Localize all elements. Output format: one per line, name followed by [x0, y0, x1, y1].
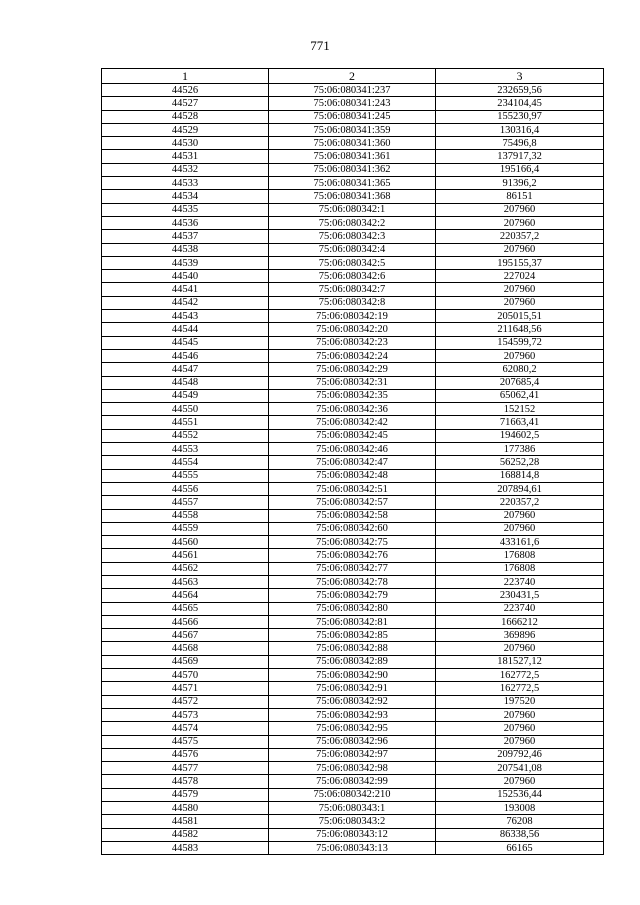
- value: 65062,41: [436, 389, 604, 402]
- row-number: 44569: [102, 655, 269, 668]
- cadastral-number: 75:06:080343:1: [269, 802, 436, 815]
- table-row: [102, 722, 604, 735]
- value: 152536,44: [436, 788, 604, 801]
- value: 207960: [436, 735, 604, 748]
- table-row: [102, 256, 604, 269]
- table-row: [102, 549, 604, 562]
- row-number: 44579: [102, 788, 269, 801]
- cadastral-number: 75:06:080342:95: [269, 722, 436, 735]
- row-number: 44554: [102, 456, 269, 469]
- cadastral-number: 75:06:080342:23: [269, 336, 436, 349]
- cadastral-number: 75:06:080342:210: [269, 788, 436, 801]
- row-number: 44570: [102, 669, 269, 682]
- value: 207960: [436, 296, 604, 309]
- value: 223740: [436, 602, 604, 615]
- row-number: 44551: [102, 416, 269, 429]
- value: 75496,8: [436, 137, 604, 150]
- table-row: [102, 163, 604, 176]
- cadastral-number: 75:06:080341:362: [269, 163, 436, 176]
- row-number: 44537: [102, 230, 269, 243]
- row-number: 44575: [102, 735, 269, 748]
- table-row: [102, 788, 604, 801]
- cadastral-number: 75:06:080342:51: [269, 482, 436, 495]
- value: 207960: [436, 708, 604, 721]
- cadastral-number: 75:06:080342:77: [269, 562, 436, 575]
- value: 207960: [436, 349, 604, 362]
- table-row: [102, 496, 604, 509]
- cadastral-number: 75:06:080342:93: [269, 708, 436, 721]
- value: 220357,2: [436, 230, 604, 243]
- cadastral-number: 75:06:080342:47: [269, 456, 436, 469]
- table-row: [102, 469, 604, 482]
- cadastral-number: 75:06:080342:48: [269, 469, 436, 482]
- value: 152152: [436, 403, 604, 416]
- row-number: 44564: [102, 589, 269, 602]
- cadastral-number: 75:06:080342:19: [269, 310, 436, 323]
- row-number: 44530: [102, 137, 269, 150]
- cadastral-number: 75:06:080342:85: [269, 629, 436, 642]
- value: 76208: [436, 815, 604, 828]
- table-row: [102, 536, 604, 549]
- row-number: 44546: [102, 349, 269, 362]
- cadastral-number: 75:06:080342:60: [269, 522, 436, 535]
- cadastral-number: 75:06:080342:90: [269, 669, 436, 682]
- cadastral-number: 75:06:080342:1: [269, 203, 436, 216]
- table-row: [102, 735, 604, 748]
- value: 207960: [436, 722, 604, 735]
- cadastral-number: 75:06:080342:2: [269, 216, 436, 229]
- table-row: [102, 150, 604, 163]
- row-number: 44547: [102, 363, 269, 376]
- cadastral-number: 75:06:080342:80: [269, 602, 436, 615]
- table-row: [102, 682, 604, 695]
- value: 369896: [436, 629, 604, 642]
- cadastral-number: 75:06:080342:57: [269, 496, 436, 509]
- value: 137917,32: [436, 150, 604, 163]
- cadastral-number: 75:06:080342:7: [269, 283, 436, 296]
- row-number: 44559: [102, 522, 269, 535]
- row-number: 44571: [102, 682, 269, 695]
- value: 86151: [436, 190, 604, 203]
- cadastral-number: 75:06:080341:359: [269, 123, 436, 136]
- row-number: 44583: [102, 841, 269, 854]
- cadastral-number: 75:06:080342:46: [269, 443, 436, 456]
- cadastral-number: 75:06:080342:24: [269, 349, 436, 362]
- cadastral-number: 75:06:080342:79: [269, 589, 436, 602]
- table-row: [102, 230, 604, 243]
- table-row: [102, 562, 604, 575]
- value: 207685,4: [436, 376, 604, 389]
- cadastral-number: 75:06:080342:89: [269, 655, 436, 668]
- value: 211648,56: [436, 323, 604, 336]
- cadastral-number: 75:06:080342:36: [269, 403, 436, 416]
- column-header-2: 2: [269, 69, 436, 84]
- row-number: 44561: [102, 549, 269, 562]
- row-number: 44567: [102, 629, 269, 642]
- cadastral-number: 75:06:080342:91: [269, 682, 436, 695]
- cadastral-number: 75:06:080342:97: [269, 748, 436, 761]
- table-row: [102, 243, 604, 256]
- value: 230431,5: [436, 589, 604, 602]
- table-row: [102, 283, 604, 296]
- row-number: 44578: [102, 775, 269, 788]
- table-row: [102, 841, 604, 854]
- row-number: 44563: [102, 575, 269, 588]
- column-header-3: 3: [436, 69, 604, 84]
- table-row: [102, 403, 604, 416]
- value: 205015,51: [436, 310, 604, 323]
- table-row: [102, 815, 604, 828]
- value: 223740: [436, 575, 604, 588]
- table-row: [102, 456, 604, 469]
- row-number: 44532: [102, 163, 269, 176]
- cadastral-number: 75:06:080341:245: [269, 110, 436, 123]
- value: 155230,97: [436, 110, 604, 123]
- table-row: [102, 615, 604, 628]
- value: 66165: [436, 841, 604, 854]
- cadastral-table: [101, 68, 604, 855]
- table-row: [102, 389, 604, 402]
- value: 193008: [436, 802, 604, 815]
- row-number: 44548: [102, 376, 269, 389]
- table-row: [102, 655, 604, 668]
- table-row: [102, 190, 604, 203]
- table-row: [102, 296, 604, 309]
- cadastral-number: 75:06:080342:58: [269, 509, 436, 522]
- row-number: 44539: [102, 256, 269, 269]
- value: 207960: [436, 243, 604, 256]
- cadastral-number: 75:06:080342:42: [269, 416, 436, 429]
- value: 207960: [436, 283, 604, 296]
- table-row: [102, 123, 604, 136]
- table-row: [102, 482, 604, 495]
- row-number: 44538: [102, 243, 269, 256]
- table-row: [102, 762, 604, 775]
- cadastral-number: 75:06:080341:368: [269, 190, 436, 203]
- row-number: 44582: [102, 828, 269, 841]
- cadastral-number: 75:06:080341:237: [269, 84, 436, 97]
- cadastral-number: 75:06:080342:8: [269, 296, 436, 309]
- page-number: 771: [310, 38, 330, 53]
- row-number: 44576: [102, 748, 269, 761]
- row-number: 44543: [102, 310, 269, 323]
- row-number: 44577: [102, 762, 269, 775]
- value: 168814,8: [436, 469, 604, 482]
- row-number: 44573: [102, 708, 269, 721]
- cadastral-number: 75:06:080342:5: [269, 256, 436, 269]
- row-number: 44544: [102, 323, 269, 336]
- row-number: 44574: [102, 722, 269, 735]
- row-number: 44568: [102, 642, 269, 655]
- table-row: [102, 323, 604, 336]
- row-number: 44572: [102, 695, 269, 708]
- table-row: [102, 589, 604, 602]
- table-row: [102, 363, 604, 376]
- cadastral-number: 75:06:080342:88: [269, 642, 436, 655]
- table-row: [102, 828, 604, 841]
- row-number: 44581: [102, 815, 269, 828]
- value: 207960: [436, 642, 604, 655]
- cadastral-number: 75:06:080342:78: [269, 575, 436, 588]
- row-number: 44550: [102, 403, 269, 416]
- table-row: [102, 110, 604, 123]
- value: 207960: [436, 522, 604, 535]
- table-row: [102, 349, 604, 362]
- row-number: 44531: [102, 150, 269, 163]
- table-row: [102, 203, 604, 216]
- row-number: 44560: [102, 536, 269, 549]
- cadastral-number: 75:06:080342:45: [269, 429, 436, 442]
- cadastral-number: 75:06:080341:360: [269, 137, 436, 150]
- table-row: [102, 216, 604, 229]
- row-number: 44534: [102, 190, 269, 203]
- table-row: [102, 748, 604, 761]
- value: 162772,5: [436, 682, 604, 695]
- cadastral-number: 75:06:080342:29: [269, 363, 436, 376]
- value: 86338,56: [436, 828, 604, 841]
- table-row: [102, 708, 604, 721]
- row-number: 44541: [102, 283, 269, 296]
- table-row: [102, 429, 604, 442]
- cadastral-number: 75:06:080342:92: [269, 695, 436, 708]
- table-row: [102, 695, 604, 708]
- value: 176808: [436, 549, 604, 562]
- cadastral-number: 75:06:080342:99: [269, 775, 436, 788]
- row-number: 44558: [102, 509, 269, 522]
- cadastral-number: 75:06:080342:4: [269, 243, 436, 256]
- value: 130316,4: [436, 123, 604, 136]
- value: 207960: [436, 509, 604, 522]
- value: 71663,41: [436, 416, 604, 429]
- cadastral-number: 75:06:080342:76: [269, 549, 436, 562]
- value: 220357,2: [436, 496, 604, 509]
- table-row: [102, 775, 604, 788]
- row-number: 44555: [102, 469, 269, 482]
- table-row: [102, 629, 604, 642]
- value: 207894,61: [436, 482, 604, 495]
- cadastral-number: 75:06:080342:31: [269, 376, 436, 389]
- value: 176808: [436, 562, 604, 575]
- cadastral-number: 75:06:080342:6: [269, 270, 436, 283]
- table-row: [102, 575, 604, 588]
- value: 227024: [436, 270, 604, 283]
- table-row: [102, 310, 604, 323]
- table-row: [102, 84, 604, 97]
- row-number: 44553: [102, 443, 269, 456]
- column-header-1: 1: [102, 69, 269, 84]
- value: 209792,46: [436, 748, 604, 761]
- value: 177386: [436, 443, 604, 456]
- value: 1666212: [436, 615, 604, 628]
- row-number: 44565: [102, 602, 269, 615]
- value: 154599,72: [436, 336, 604, 349]
- value: 207541,08: [436, 762, 604, 775]
- value: 195155,37: [436, 256, 604, 269]
- table-row: [102, 509, 604, 522]
- row-number: 44527: [102, 97, 269, 110]
- cadastral-number: 75:06:080341:365: [269, 177, 436, 190]
- row-number: 44528: [102, 110, 269, 123]
- value: 197520: [436, 695, 604, 708]
- value: 162772,5: [436, 669, 604, 682]
- value: 207960: [436, 775, 604, 788]
- row-number: 44557: [102, 496, 269, 509]
- cadastral-number: 75:06:080341:361: [269, 150, 436, 163]
- row-number: 44540: [102, 270, 269, 283]
- row-number: 44535: [102, 203, 269, 216]
- table-row: [102, 177, 604, 190]
- row-number: 44533: [102, 177, 269, 190]
- table-row: [102, 602, 604, 615]
- cadastral-number: 75:06:080343:13: [269, 841, 436, 854]
- cadastral-number: 75:06:080342:20: [269, 323, 436, 336]
- row-number: 44552: [102, 429, 269, 442]
- table-row: [102, 669, 604, 682]
- header-row: [102, 69, 604, 84]
- value: 56252,28: [436, 456, 604, 469]
- cadastral-number: 75:06:080342:81: [269, 615, 436, 628]
- cadastral-number: 75:06:080341:243: [269, 97, 436, 110]
- row-number: 44526: [102, 84, 269, 97]
- row-number: 44562: [102, 562, 269, 575]
- row-number: 44556: [102, 482, 269, 495]
- value: 181527,12: [436, 655, 604, 668]
- row-number: 44529: [102, 123, 269, 136]
- cadastral-number: 75:06:080342:35: [269, 389, 436, 402]
- value: 234104,45: [436, 97, 604, 110]
- row-number: 44549: [102, 389, 269, 402]
- value: 91396,2: [436, 177, 604, 190]
- value: 207960: [436, 216, 604, 229]
- cadastral-number: 75:06:080342:75: [269, 536, 436, 549]
- table-row: [102, 336, 604, 349]
- table-row: [102, 97, 604, 110]
- value: 207960: [436, 203, 604, 216]
- table-row: [102, 376, 604, 389]
- table-row: [102, 443, 604, 456]
- table-row: [102, 642, 604, 655]
- cadastral-number: 75:06:080342:3: [269, 230, 436, 243]
- value: 433161,6: [436, 536, 604, 549]
- cadastral-number: 75:06:080342:96: [269, 735, 436, 748]
- row-number: 44542: [102, 296, 269, 309]
- table-row: [102, 522, 604, 535]
- row-number: 44566: [102, 615, 269, 628]
- row-number: 44580: [102, 802, 269, 815]
- value: 232659,56: [436, 84, 604, 97]
- cadastral-number: 75:06:080343:12: [269, 828, 436, 841]
- row-number: 44536: [102, 216, 269, 229]
- table-row: [102, 416, 604, 429]
- table-row: [102, 137, 604, 150]
- cadastral-number: 75:06:080343:2: [269, 815, 436, 828]
- table-row: [102, 802, 604, 815]
- value: 62080,2: [436, 363, 604, 376]
- table-row: [102, 270, 604, 283]
- value: 195166,4: [436, 163, 604, 176]
- value: 194602,5: [436, 429, 604, 442]
- cadastral-number: 75:06:080342:98: [269, 762, 436, 775]
- row-number: 44545: [102, 336, 269, 349]
